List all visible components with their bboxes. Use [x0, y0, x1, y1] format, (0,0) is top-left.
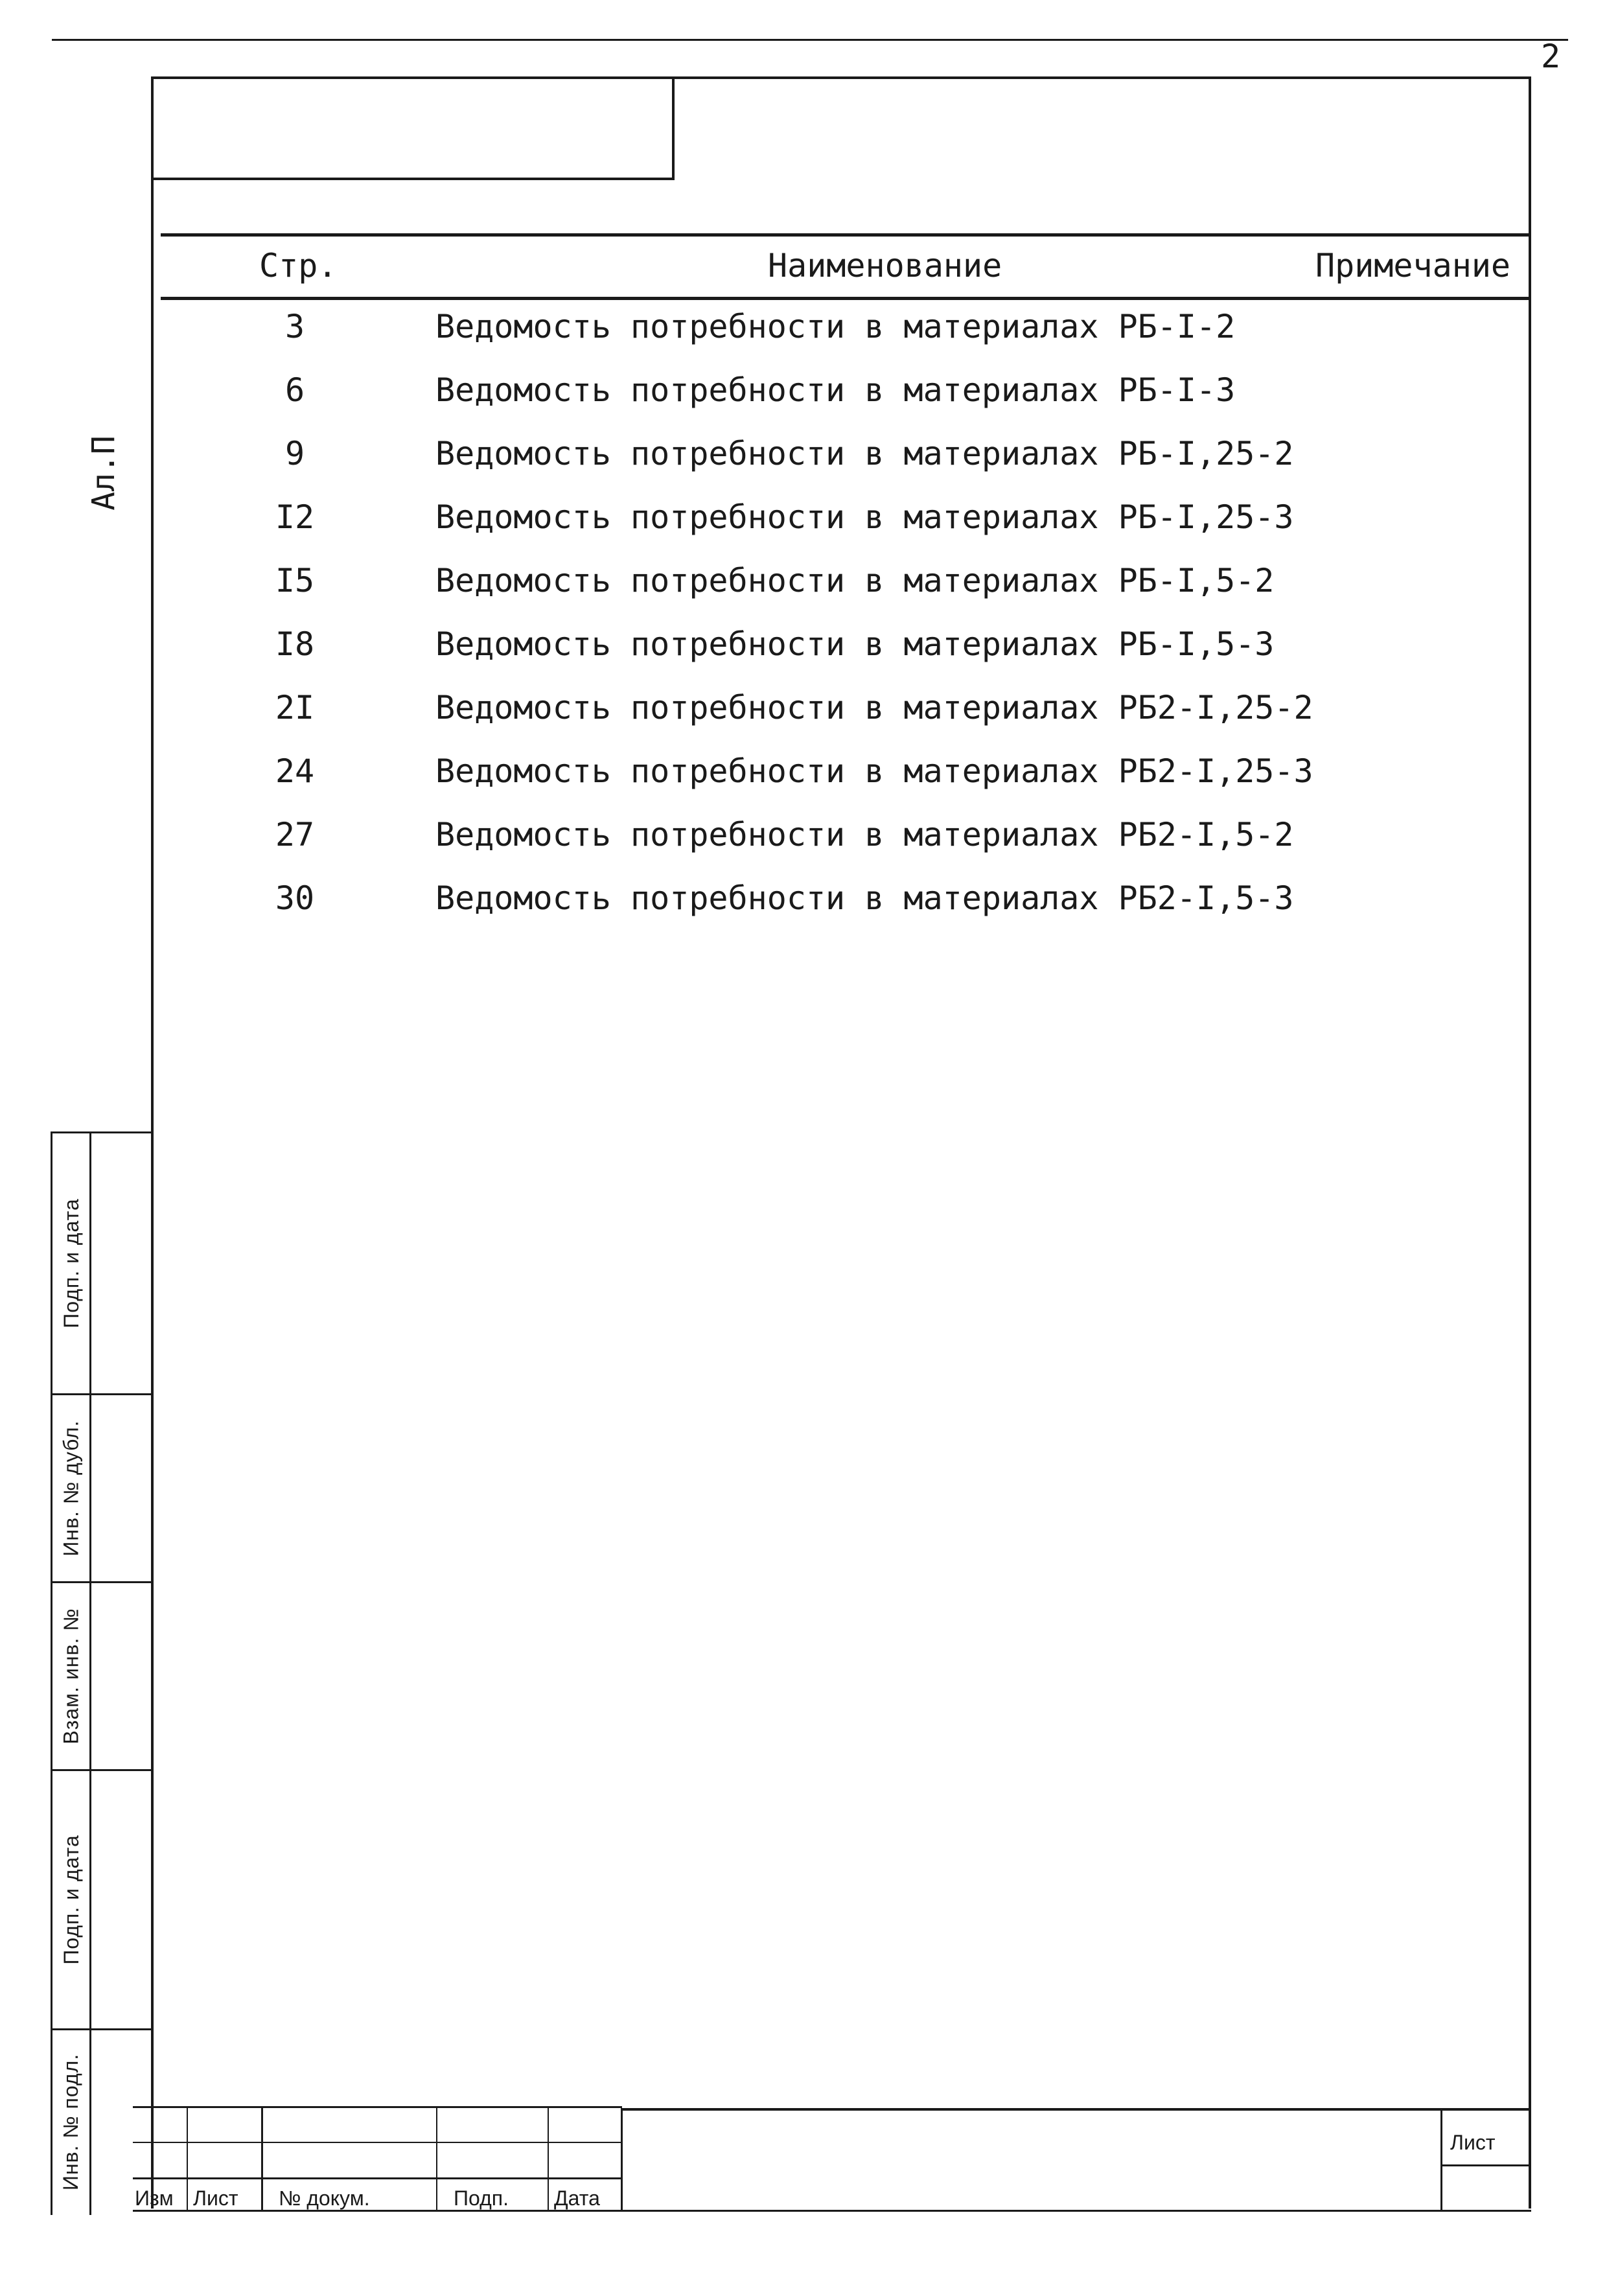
- list-item: [0, 561, 1607, 600]
- side-annotation: Ал.П: [86, 435, 122, 511]
- tb-sheet-label: Лист: [1450, 2131, 1496, 2154]
- strip-sep-1: [51, 1393, 152, 1395]
- row-page: 3: [284, 308, 305, 345]
- row-page: 30: [275, 879, 315, 917]
- list-item: [0, 498, 1607, 537]
- column-header-name: Наименование: [768, 247, 1002, 284]
- row-page: I8: [275, 625, 315, 663]
- row-name: Ведомость потребности в материалах РБ2-I,5-3: [435, 879, 1294, 917]
- row-name: Ведомость потребности в материалах РБ-I-3: [435, 371, 1236, 409]
- row-name: Ведомость потребности в материалах РБ2-I,5-2: [435, 816, 1294, 853]
- list-item: [0, 371, 1607, 410]
- tb-change-label: Изм: [135, 2186, 174, 2210]
- strip-sep-4: [51, 2028, 152, 2030]
- top-rule: [52, 39, 1568, 41]
- list-item: [0, 752, 1607, 791]
- tb-doc-number-label: № докум.: [279, 2186, 370, 2210]
- column-header-page: Стр.: [259, 247, 338, 284]
- tb-sheet-col-label: Лист: [193, 2186, 238, 2210]
- strip-sep-2: [51, 1581, 152, 1583]
- list-item: [0, 434, 1607, 473]
- tb-sheet-left: [1440, 2108, 1442, 2211]
- list-item: [0, 307, 1607, 346]
- row-name: Ведомость потребности в материалах РБ-I-2: [435, 308, 1236, 345]
- row-page: I5: [275, 562, 315, 599]
- row-page: 2I: [275, 689, 315, 726]
- column-header-note: Примечание: [1315, 247, 1511, 284]
- page-number: 2: [1541, 38, 1561, 75]
- list-item: [0, 815, 1607, 854]
- strip-sign-date-top: Подп. и дата: [59, 1198, 83, 1328]
- row-name: Ведомость потребности в материалах РБ-I,25-3: [435, 498, 1294, 536]
- header-top-rule: [161, 233, 1531, 237]
- row-name: Ведомость потребности в материалах РБ-I,5-3: [435, 625, 1275, 663]
- strip-sep-3: [51, 1769, 152, 1771]
- tb-signature-label: Подп.: [454, 2186, 509, 2210]
- header-bottom-rule: [161, 297, 1531, 300]
- strip-replace-inv: Взам. инв. №: [59, 1607, 83, 1745]
- row-name: Ведомость потребности в материалах РБ2-I,25-3: [435, 752, 1313, 790]
- strip-original-inv: Инв. № подл.: [59, 2053, 83, 2190]
- tb-col-3: [436, 2106, 437, 2211]
- row-name: Ведомость потребности в материалах РБ-I,25-2: [435, 435, 1294, 472]
- strip-duplicate-inv: Инв. № дубл.: [59, 1419, 83, 1557]
- strip-sign-date-bottom: Подп. и дата: [59, 1834, 83, 1965]
- row-page: 24: [275, 752, 315, 790]
- row-page: 9: [284, 435, 305, 472]
- row-page: 27: [275, 816, 315, 853]
- tb-col-4: [548, 2106, 549, 2211]
- list-item: [0, 688, 1607, 727]
- strip-top: [51, 1131, 152, 1133]
- row-name: Ведомость потребности в материалах РБ2-I,25-2: [435, 689, 1313, 726]
- tb-date-label: Дата: [554, 2186, 600, 2210]
- tb-col-5: [621, 2108, 623, 2211]
- row-page: 6: [284, 371, 305, 409]
- tb-sheet-mid: [1440, 2164, 1531, 2166]
- tb-col-2: [261, 2106, 263, 2211]
- tb-col-1: [187, 2106, 188, 2211]
- row-name: Ведомость потребности в материалах РБ-I,5-2: [435, 562, 1275, 599]
- row-page: I2: [275, 498, 315, 536]
- tb-top-main: [621, 2108, 1531, 2111]
- list-item: [0, 625, 1607, 664]
- list-item: [0, 879, 1607, 918]
- stamp-box: [151, 76, 675, 180]
